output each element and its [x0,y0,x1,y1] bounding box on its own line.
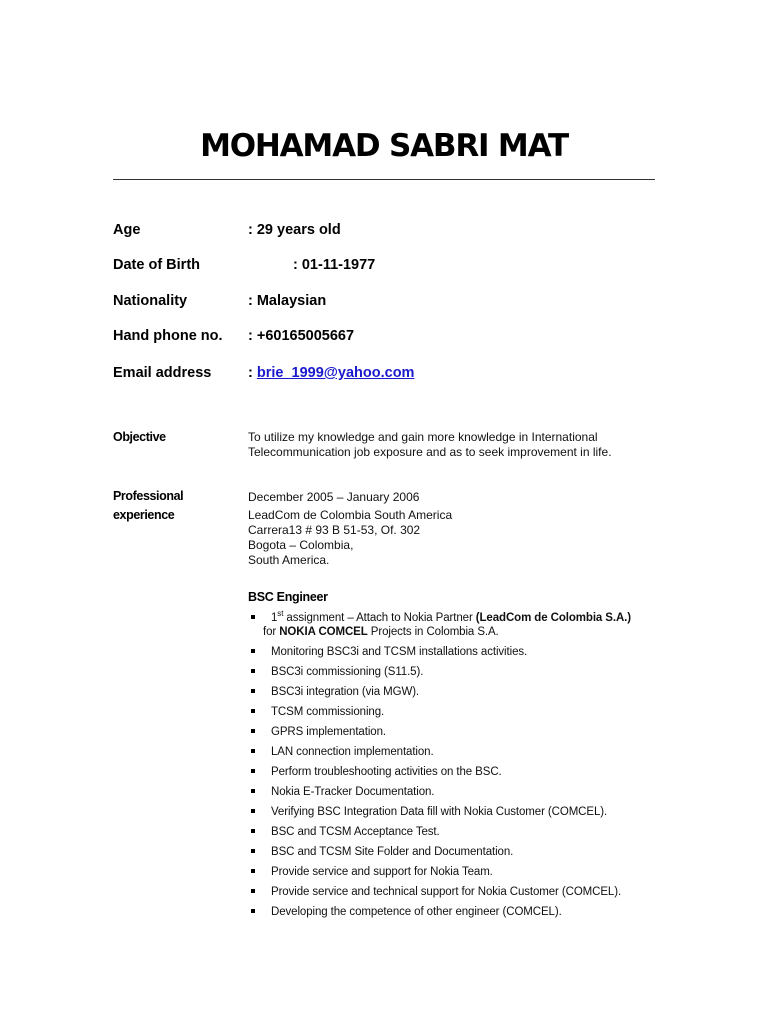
experience-heading-line: Professional [113,489,184,503]
square-bullet-icon [251,809,255,813]
duty-text: assignment – Attach to Nokia Partner [283,612,476,624]
list-item [248,865,678,879]
list-item [248,765,678,779]
duty-text: BSC3i commissioning (S11.5). [271,666,424,678]
list-item [248,805,678,819]
ordinal: 1 [271,612,278,624]
square-bullet-icon [251,869,255,873]
square-bullet-icon [251,789,255,793]
nationality-label: Nationality [113,293,188,309]
list-item [248,905,678,919]
duty-text: Projects in Colombia S.A. [367,626,499,638]
duty-text: for [263,626,280,638]
list-item [248,611,678,639]
experience-period: December 2005 – January 2006 [248,490,420,504]
square-bullet-icon [251,769,255,773]
list-item [248,785,678,799]
list-item [248,645,678,659]
phone-label: Hand phone no. [113,328,223,344]
list-item [248,665,678,679]
objective-text [248,430,612,460]
duty-text: Developing the competence of other engineer (COMCEL). [271,906,562,918]
dob-label: Date of Birth [113,257,200,273]
role-title: BSC Engineer [248,590,328,604]
square-bullet-icon [251,689,255,693]
square-bullet-icon [251,849,255,853]
duty-text: Perform troubleshooting activities on the BSC. [271,766,502,778]
duty-text: Provide service and support for Nokia Team. [271,866,493,878]
square-bullet-icon [251,669,255,673]
duty-text: Nokia E-Tracker Documentation. [271,786,435,798]
experience-heading-line: experience [113,508,175,522]
experience-heading [113,487,183,525]
email-label: Email address [113,365,212,381]
square-bullet-icon [251,709,255,713]
objective-line: To utilize my knowledge and gain more knowledge in International [248,430,598,444]
duty-text: BSC and TCSM Acceptance Test. [271,826,440,838]
candidate-name: MOHAMAD SABRI MAT [200,128,568,164]
list-item [248,885,678,899]
age-label: Age [113,222,141,238]
duty-text: LAN connection implementation. [271,746,434,758]
duty-list [248,611,678,925]
duty-text: BSC3i integration (via MGW). [271,686,420,698]
nationality-value: : Malaysian [248,293,327,309]
objective-line: Telecommunication job exposure and as to seek improvement in life. [248,445,612,459]
address-line: South America. [248,553,330,567]
duty-text: TCSM commissioning. [271,706,385,718]
list-item [248,685,678,699]
square-bullet-icon [251,615,255,619]
address-line: LeadCom de Colombia South America [248,508,453,522]
address-line: Bogota – Colombia, [248,538,354,552]
duty-continuation [263,625,678,639]
email-value [248,365,414,381]
duty-text: Provide service and technical support for Nokia Customer (COMCEL). [271,886,622,898]
email-link[interactable]: brie_1999@yahoo.com [256,365,415,381]
partner-name: (LeadCom de Colombia S.A.) [475,612,631,624]
square-bullet-icon [251,749,255,753]
age-value: : 29 years old [248,222,341,238]
duty-text: Verifying BSC Integration Data fill with Nokia Customer (COMCEL). [271,806,608,818]
address-line: Carrera13 # 93 B 51-53, Of. 302 [248,523,421,537]
list-item [248,745,678,759]
objective-heading: Objective [113,430,166,444]
list-item [248,845,678,859]
duty-text: Monitoring BSC3i and TCSM installations activities. [271,646,528,658]
employer-address [248,508,452,568]
ordinal-suffix: st [277,609,284,619]
duty-text: BSC and TCSM Site Folder and Documentation. [271,846,514,858]
square-bullet-icon [251,909,255,913]
square-bullet-icon [251,889,255,893]
phone-value: : +60165005667 [248,328,355,344]
list-item [248,825,678,839]
square-bullet-icon [251,649,255,653]
header-divider [113,179,655,180]
list-item [248,725,678,739]
email-prefix: : [248,365,257,381]
square-bullet-icon [251,829,255,833]
client-name: NOKIA COMCEL [279,626,368,638]
duty-text: GPRS implementation. [271,726,386,738]
dob-value: : 01-11-1977 [293,257,376,273]
list-item [248,705,678,719]
square-bullet-icon [251,729,255,733]
